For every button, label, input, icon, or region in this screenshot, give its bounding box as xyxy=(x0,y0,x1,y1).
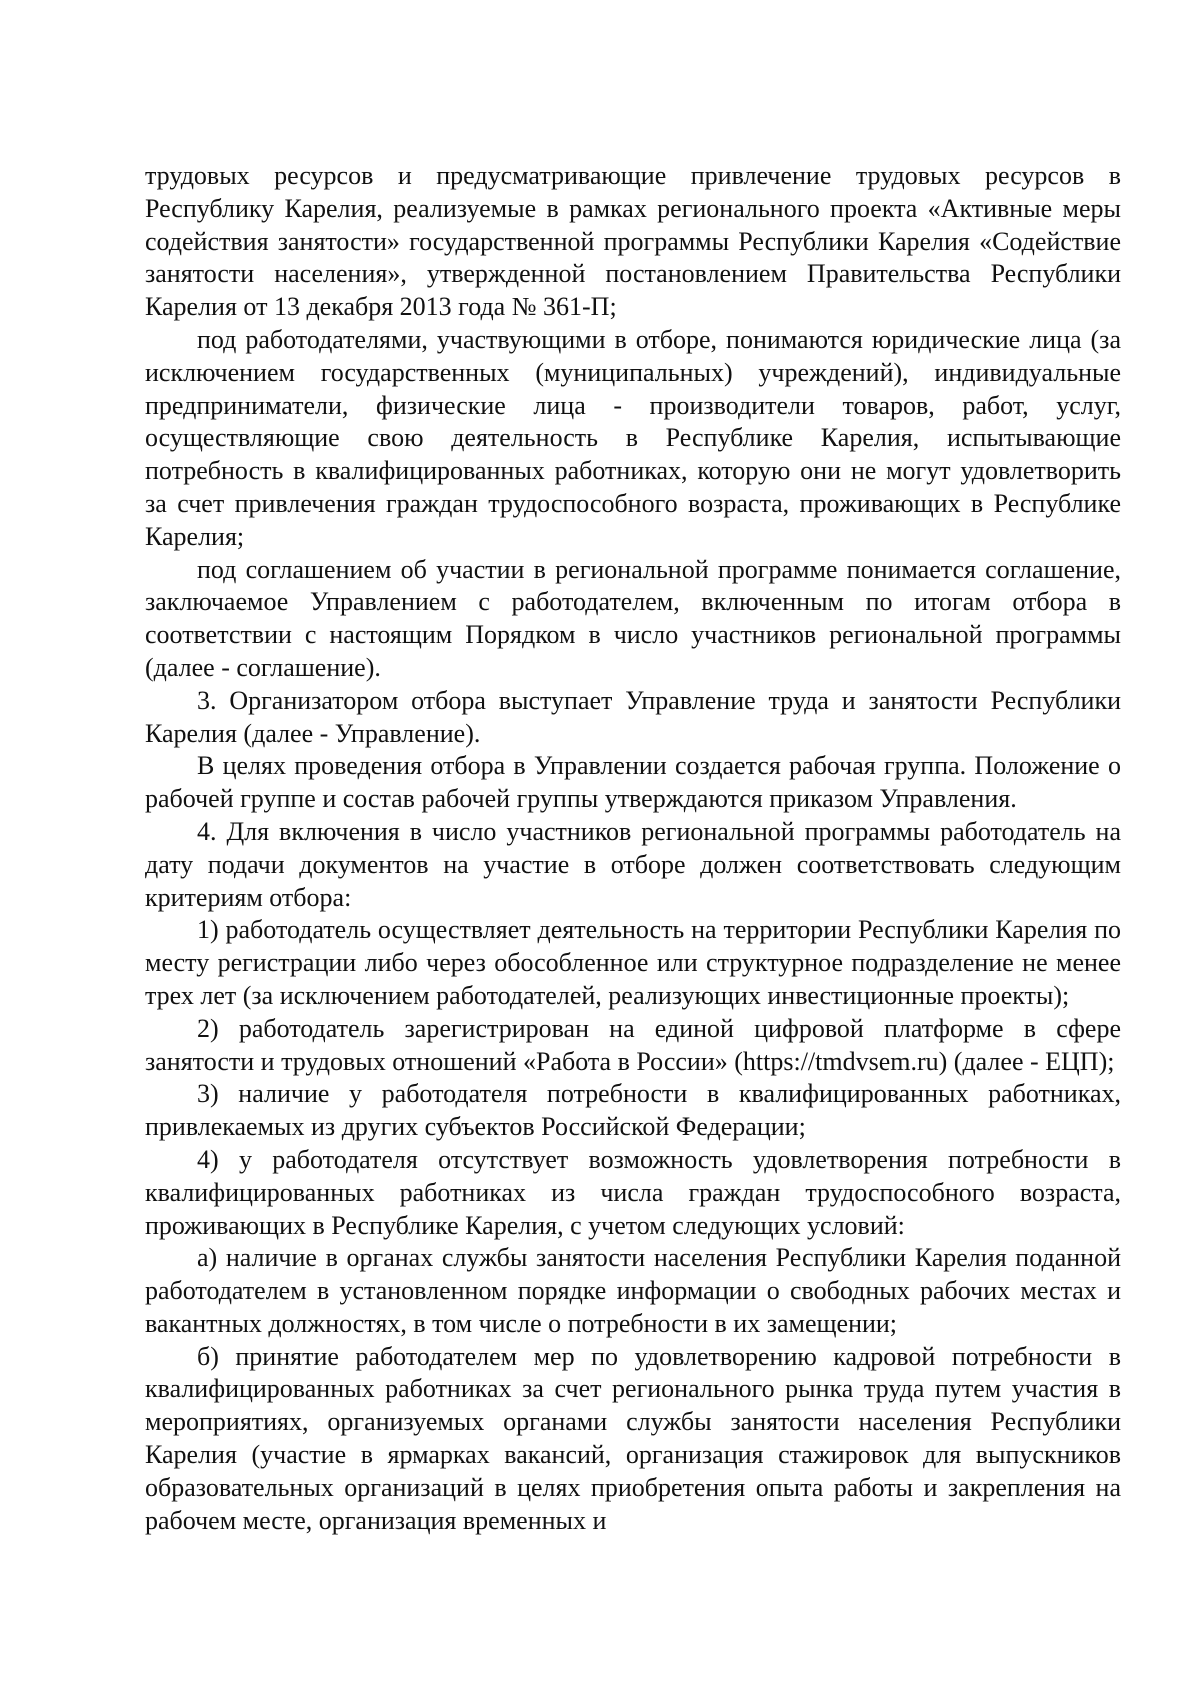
paragraph-criterion-4: 4) у работодателя отсутствует возможность удовлетворения потребности в квалифицированных работниках из числа граждан трудоспособного возраста, проживающих в Республике Карелия, с учетом следующих условий: xyxy=(145,1144,1121,1240)
paragraph-item-4: 4. Для включения в число участников региональной программы работодатель на дату подачи документов на участие в отборе должен соответствовать следующим критериям отбора: xyxy=(145,816,1121,912)
paragraph-criterion-1: 1) работодатель осуществляет деятельность на территории Республики Карелия по месту регистрации либо через обособленное или структурное подразделение не менее трех лет (за исключением работодателей, реализующих инвестиционные проекты); xyxy=(145,915,1121,1010)
paragraph-condition-a: а) наличие в органах службы занятости населения Республики Карелия поданной работодателем в установленном порядке информации о свободных рабочих местах и вакантных должностях, в том числе о потребности в их замещении; xyxy=(145,1243,1121,1338)
paragraph-agreement-definition: под соглашением об участии в региональной программе понимается соглашение, заключаемое Управлением с работодателем, включенным по итогам отбора в соответствии с настоящим Порядком в число участников региональной программы (далее - соглашение). xyxy=(145,554,1121,682)
paragraph-continuation: трудовых ресурсов и предусматривающие привлечение трудовых ресурсов в Республику Карелия, реализуемые в рамках регионального проекта «Активные меры содействия занятости» государственной программы Республики Карелия «Содействие занятости населения», утвержденной постановлением Правительства Республики Карелия от 13 декабря 2013 года № 361-П; xyxy=(145,161,1121,322)
paragraph-working-group: В целях проведения отбора в Управлении создается рабочая группа. Положение о рабочей группе и состав рабочей группы утверждаются приказом Управления. xyxy=(145,751,1121,814)
document-page xyxy=(145,160,1121,1537)
paragraph-item-3: 3. Организатором отбора выступает Управление труда и занятости Республики Карелия (далее - Управление). xyxy=(145,685,1121,748)
paragraph-criterion-3: 3) наличие у работодателя потребности в квалифицированных работниках, привлекаемых из других субъектов Российской Федерации; xyxy=(145,1079,1121,1142)
paragraph-condition-b: б) принятие работодателем мер по удовлетворению кадровой потребности в квалифицированных работниках за счет регионального рынка труда путем участия в мероприятиях, организуемых органами службы занятости населения Республики Карелия (участие в ярмарках вакансий, организация стажировок для выпускников образовательных организаций в целях приобретения опыта работы и закрепления на рабочем месте, организация временных и xyxy=(145,1341,1121,1535)
paragraph-criterion-2: 2) работодатель зарегистрирован на единой цифровой платформе в сфере занятости и трудовых отношений «Работа в России» (https://tmdvsem.ru) (далее - ЕЦП); xyxy=(145,1013,1121,1076)
paragraph-employers-definition: под работодателями, участвующими в отборе, понимаются юридические лица (за исключением государственных (муниципальных) учреждений), индивидуальные предприниматели, физические лица - производители товаров, работ, услуг, осуществляющие свою деятельность в Республике Карелия, испытывающие потребность в квалифицированных работниках, которую они не могут удовлетворить за счет привлечения граждан трудоспособного возраста, проживающих в Республике Карелия; xyxy=(145,324,1121,551)
